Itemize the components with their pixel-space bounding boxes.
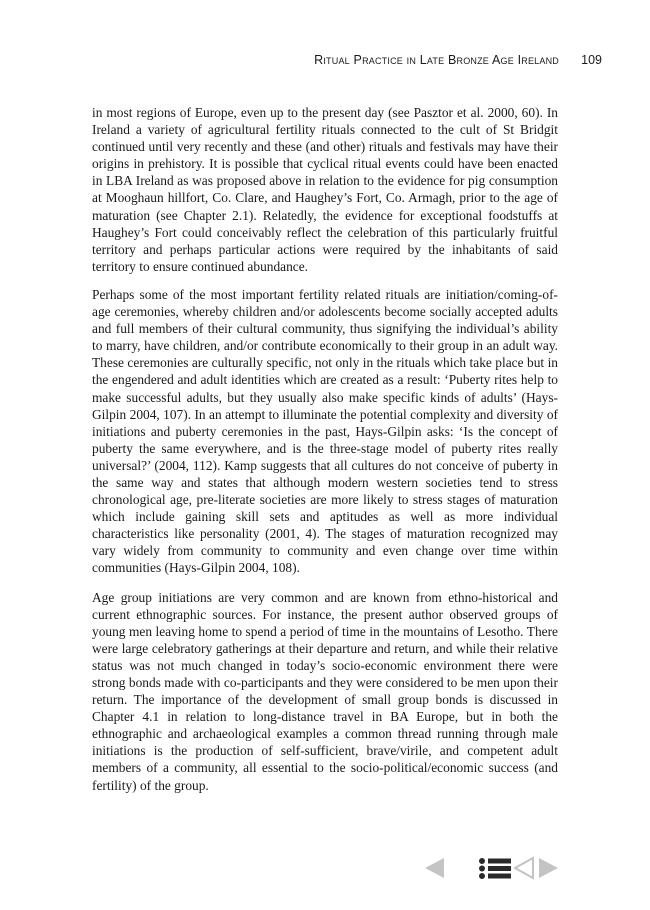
previous-page-button[interactable] xyxy=(423,856,445,880)
back-icon xyxy=(514,856,534,880)
running-title: Ritual Practice in Late Bronze Age Ireland xyxy=(314,53,559,67)
body-paragraph-2: Perhaps some of the most important fertility related rituals are initiation/coming-of-age ceremonies, whereby children and/or adolescents become socially accepted adults and full members of their cultural community, thus signifying the individual’s ability to marry, have children, and/or contribute economically to their group in an adult way. These ceremonies are culturally specific, not only in the rituals which take place but in the engendered and adult identities which are created as a result: ‘Puberty rites help to make successful adults, but they usually also make specific kinds of adults’ (Hays-Gilpin 2004, 107). In an attempt to illuminate the potential complexity and diversity of initiations and puberty ceremonies in the past, Hays-Gilpin asks: ‘Is the concept of puberty the same everywhere, and is the three-stage model of puberty rites really universal?’ (2004, 112). Kamp suggests that all cultures do not conceive of puberty in the same way and states that although modern western societies tend to stress chronological age, pre-literate societies are more likely to stress stages of maturation which include gaining skill sets and aptitudes as well as more individual characteristics like personality (2001, 4). The stages of maturation recognized may vary widely from community to community and even change over time within communities (Hays-Gilpin 2004, 108). xyxy=(92,286,558,576)
next-page-icon xyxy=(538,856,560,880)
next-page-button[interactable] xyxy=(538,856,560,880)
body-paragraph-1: in most regions of Europe, even up to the present day (see Pasztor et al. 2000, 60). In Ireland a variety of agricultural fertility rituals connected to the cult of St Bridgit continued until very recently and these (and other) rituals and festivals may have their origins in prehistory. It is possible that cyclical ritual events could have been enacted in LBA Ireland as was proposed above in relation to the evidence for pig consumption at Mooghaun hillfort, Co. Clare, and Haughey’s Fort, Co. Armagh, prior to the age of maturation (see Chapter 2.1). Relatedly, the evidence for exceptional foodstuffs at Haughey’s Fort could conceivably reflect the celebration of this particularly fruitful territory and perhaps particular actions were required by the inhabitants of said territory to ensure continued abundance. xyxy=(92,105,558,274)
back-button[interactable] xyxy=(514,856,534,880)
page-body xyxy=(92,104,558,805)
page-number: 109 xyxy=(581,53,602,67)
table-of-contents-button[interactable] xyxy=(478,856,511,880)
running-header xyxy=(0,53,650,71)
body-paragraph-3: Age group initiations are very common and are known from ethno-historical and current ethnographic sources. For instance, the present author observed groups of young men leaving home to spend a period of time in the mountains of Lesotho. There were large celebratory gatherings at their departure and return, and while their relative status was not much changed in today’s socio-economic environment there were strong bonds made with co-participants and they were considered to be men upon their return. The importance of the development of small group bonds is discussed in Chapter 4.1 in relation to long-distance travel in BA Europe, but in both the ethnographic and archaeological examples a common thread running through male initiations is the production of self-sufficient, brave/virile, and competent adult members of a community, all essential to the socio-political/economic success (and fertility) of the group. xyxy=(92,589,558,793)
page-navigation xyxy=(0,856,650,882)
previous-page-icon xyxy=(423,856,445,880)
table-of-contents-icon xyxy=(478,856,511,880)
